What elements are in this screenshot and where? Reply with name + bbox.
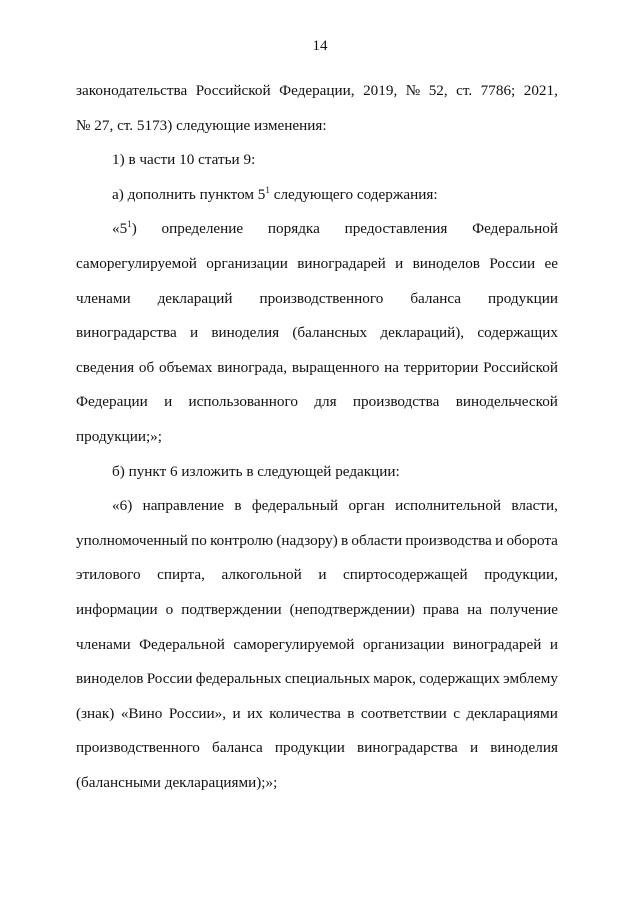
- text-word: и: [232, 704, 241, 722]
- text-word: винограда,: [217, 358, 288, 376]
- text-word: [112, 212, 137, 247]
- text-line: [76, 628, 558, 663]
- text-word: в: [340, 531, 349, 549]
- text-word: саморегулируемой: [76, 254, 197, 272]
- text-word: власти,: [511, 497, 558, 515]
- text-word: Федеральной: [139, 635, 225, 653]
- text-word: Федерации,: [279, 82, 355, 99]
- text-line: [76, 766, 558, 801]
- text-run: 1) в части 10 статьи 9:: [112, 151, 256, 169]
- text-word: сведения: [76, 358, 135, 376]
- text-word: и: [495, 531, 504, 549]
- text-word: их: [247, 704, 263, 722]
- text-word: «6): [112, 497, 133, 515]
- text-line: [76, 109, 558, 144]
- text-word: Российской: [195, 82, 271, 99]
- text-word: в: [347, 704, 355, 722]
- text-word: виноделия: [490, 739, 558, 757]
- text-word: на: [467, 600, 482, 618]
- text-word: для: [314, 393, 337, 411]
- text-word: продукции: [274, 739, 345, 757]
- text-word: области: [351, 531, 403, 549]
- text-word: членами: [76, 289, 131, 307]
- superscript: 1: [127, 219, 132, 230]
- text-word: России: [146, 670, 193, 688]
- text-word: декларациями: [466, 704, 558, 722]
- text-word: Российской: [483, 358, 558, 376]
- text-run: а) дополнить пунктом 5: [112, 185, 266, 203]
- text-word: содержащих: [477, 324, 558, 342]
- text-word: количества: [269, 704, 341, 722]
- text-word: алкогольной: [221, 566, 302, 584]
- text-word: марок,: [373, 670, 416, 688]
- text-word: членами: [76, 635, 131, 653]
- text-word: о: [165, 600, 174, 618]
- text-run: продукции;»;: [76, 427, 162, 445]
- text-word: об: [138, 358, 155, 376]
- text-word: производства: [352, 393, 440, 411]
- text-word: права: [422, 600, 460, 618]
- text-line: [76, 558, 558, 593]
- text-line: [76, 489, 558, 524]
- text-word: направление: [142, 497, 224, 515]
- text-word: и: [549, 635, 558, 653]
- text-word: контролю: [210, 531, 274, 549]
- text-line: [76, 524, 558, 559]
- text-word: [162, 212, 244, 247]
- text-word: и: [318, 566, 327, 584]
- text-word: продукции,: [484, 566, 558, 584]
- text-word: производственного: [259, 289, 384, 307]
- text-word: уполномоченный: [76, 531, 188, 549]
- text-word: в: [234, 497, 242, 515]
- text-word: законодательства: [76, 82, 188, 99]
- text-line: [76, 212, 558, 247]
- text-word: использованного: [188, 393, 298, 411]
- text-word: эмблему: [503, 670, 558, 688]
- text-line: [76, 593, 558, 628]
- text-word: по: [191, 531, 207, 549]
- text-word: федеральных: [195, 670, 282, 688]
- text-word: (балансных: [292, 324, 368, 342]
- text-word: организации: [362, 635, 445, 653]
- text-line: [76, 316, 558, 351]
- text-run: Федеральной: [472, 220, 558, 238]
- text-line: [76, 351, 558, 386]
- text-word: и: [469, 739, 479, 757]
- text-line: [76, 731, 558, 766]
- text-word: (надзору): [276, 531, 338, 549]
- text-word: [472, 212, 558, 247]
- text-word: на: [384, 358, 399, 376]
- text-word: Федерации: [76, 393, 148, 411]
- text-word: [345, 212, 448, 247]
- text-word: территории: [403, 358, 479, 376]
- text-word: федеральный: [251, 497, 339, 515]
- text-word: 7786;: [480, 82, 516, 99]
- text-word: получение: [489, 600, 558, 618]
- text-word: винодельческой: [455, 393, 558, 411]
- text-line: [76, 143, 558, 178]
- text-word: и: [189, 324, 199, 342]
- text-word: ст.: [456, 82, 473, 99]
- text-word: подтверждении: [181, 600, 282, 618]
- text-line: [76, 697, 558, 732]
- text-word: виноградарей: [297, 254, 386, 272]
- text-word: с: [453, 704, 460, 722]
- text-word: саморегулируемой: [233, 635, 355, 653]
- page-number: 14: [312, 38, 328, 54]
- text-word: ее: [544, 254, 558, 272]
- text-line: [76, 178, 558, 213]
- text-line: [76, 247, 558, 282]
- text-word: производства: [405, 531, 492, 549]
- text-word: организации: [206, 254, 288, 272]
- text-line: [76, 420, 558, 455]
- text-word: виноделия: [211, 324, 280, 342]
- text-line: [76, 455, 558, 490]
- text-word: и: [395, 254, 404, 272]
- text-word: этилового: [76, 566, 141, 584]
- text-run: № 27, ст. 5173) следующие изменения:: [76, 116, 327, 134]
- text-word: (неподтверждении): [289, 600, 415, 618]
- text-word: виноделов: [76, 670, 144, 688]
- text-word: специальных: [284, 670, 370, 688]
- text-word: соответствии: [360, 704, 447, 722]
- text-word: виноградарства: [357, 739, 458, 757]
- text-word: производственного: [76, 739, 200, 757]
- text-word: «Вино: [120, 704, 163, 722]
- text-run: (балансными декларациями);»;: [76, 773, 278, 791]
- text-word: баланса: [212, 739, 263, 757]
- text-word: виноделов: [412, 254, 480, 272]
- text-word: [268, 212, 320, 247]
- text-run: следующего содержания:: [269, 185, 438, 203]
- text-word: выращенного: [291, 358, 380, 376]
- text-word: 2021,: [523, 82, 558, 99]
- text-word: информации: [76, 600, 158, 618]
- text-run: «5: [112, 220, 128, 238]
- text-run: предоставления: [344, 220, 448, 238]
- text-word: и: [164, 393, 173, 411]
- text-word: деклараций: [157, 289, 233, 307]
- text-run: ): [131, 220, 137, 238]
- text-run: определение: [161, 220, 244, 238]
- text-word: оборота: [506, 531, 558, 549]
- text-word: деклараций),: [380, 324, 465, 342]
- text-word: содержащих: [419, 670, 500, 688]
- text-line: [76, 385, 558, 420]
- text-run: порядка: [267, 220, 320, 238]
- text-word: исполнительной: [395, 497, 502, 515]
- document-body: [76, 74, 558, 800]
- text-word: спирта,: [157, 566, 205, 584]
- text-word: России: [489, 254, 536, 272]
- text-word: орган: [348, 497, 385, 515]
- text-word: спиртосодержащей: [343, 566, 468, 584]
- text-word: 52,: [428, 82, 448, 99]
- text-line: [76, 74, 558, 109]
- text-word: виноградарей: [452, 635, 542, 653]
- text-word: баланса: [410, 289, 462, 307]
- text-word: №: [405, 82, 421, 99]
- superscript: 1: [265, 184, 270, 195]
- text-word: объемах: [159, 358, 213, 376]
- text-run: б) пункт 6 изложить в следующей редакции:: [112, 462, 400, 480]
- text-line: [76, 282, 558, 317]
- text-word: (знак): [76, 704, 115, 722]
- text-word: продукции: [488, 289, 558, 307]
- text-word: 2019,: [363, 82, 398, 99]
- text-word: России»,: [168, 704, 227, 722]
- text-line: [76, 662, 558, 697]
- text-word: виноградарства: [76, 324, 177, 342]
